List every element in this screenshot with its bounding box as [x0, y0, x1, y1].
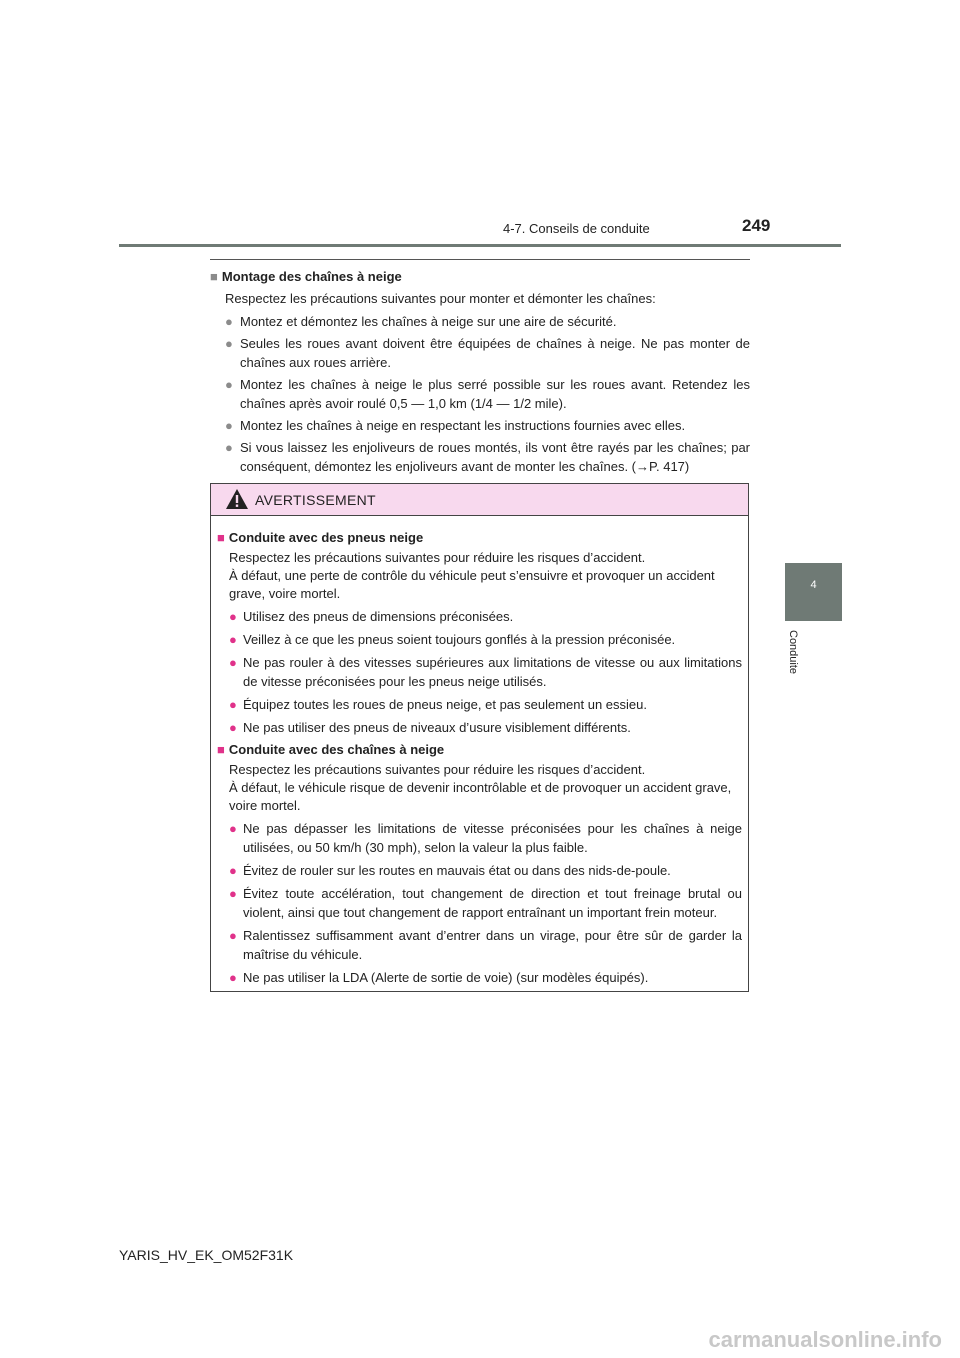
list-item — [217, 884, 742, 922]
list-item — [210, 312, 750, 331]
list-item — [210, 438, 750, 476]
header-rule — [119, 244, 841, 247]
list-item-text: Utilisez des pneus de dimensions préconisées. — [243, 609, 514, 624]
list-item — [217, 607, 742, 626]
snow-tires-title — [217, 529, 742, 547]
warning-heading: AVERTISSEMENT — [255, 492, 376, 508]
circle-bullet-icon: ● — [229, 928, 237, 943]
warning-header — [211, 484, 748, 516]
chains-intro: Respectez les précautions suivantes pour monter et démonter les chaînes: — [225, 291, 656, 306]
list-item — [217, 861, 742, 880]
square-bullet-icon: ■ — [210, 269, 218, 284]
snow-tires-intro-line2: À défaut, une perte de contrôle du véhicule peut s’ensuivre et provoquer un accident grave, voire mortel. — [229, 568, 715, 601]
list-item-text: Ne pas utiliser des pneus de niveaux d’usure visiblement différents. — [243, 720, 631, 735]
warning-box — [210, 483, 749, 992]
page-number: 249 — [742, 216, 771, 235]
circle-bullet-icon: ● — [225, 440, 233, 455]
list-item-text: Ne pas rouler à des vitesses supérieures aux limitations de vitesse ou aux limitations de vitesse préconisées pour les pneus neige utilisés. — [243, 655, 742, 689]
list-item — [217, 926, 742, 964]
square-bullet-icon: ■ — [217, 742, 225, 757]
circle-bullet-icon: ● — [229, 609, 237, 624]
chapter-label: Conduite — [787, 630, 799, 675]
list-item — [217, 630, 742, 649]
main-content — [210, 259, 750, 479]
chains-section-title — [210, 268, 750, 286]
list-item-text: Ne pas utiliser la LDA (Alerte de sortie de voie) (sur modèles équipés). — [243, 970, 649, 985]
circle-bullet-icon: ● — [229, 720, 237, 735]
list-item-text: Montez et démontez les chaînes à neige sur une aire de sécurité. — [240, 314, 617, 329]
list-item — [217, 695, 742, 714]
list-item — [210, 375, 750, 413]
list-item — [217, 718, 742, 737]
chapter-number: 4 — [810, 579, 817, 591]
snow-chains-intro-line1: Respectez les précautions suivantes pour réduire les risques d’accident. — [229, 762, 646, 777]
list-item-text: Évitez de rouler sur les routes en mauvais état ou dans des nids-de-poule. — [243, 863, 671, 878]
list-item-text: Seules les roues avant doivent être équipées de chaînes à neige. Ne pas monter de chaînes aux roues arrière. — [240, 336, 750, 370]
list-item-text: Évitez toute accélération, tout changement de direction et tout freinage brutal ou violent, ainsi que tout changement de rapport entraînant un important frein moteur. — [243, 886, 742, 920]
list-item — [210, 416, 750, 435]
circle-bullet-icon: ● — [225, 377, 233, 392]
list-item-text: Ne pas dépasser les limitations de vitesse préconisées pour les chaînes à neige utilisées, ou 50 km/h (30 mph), selon la valeur la plus faible. — [243, 821, 742, 855]
chapter-label-container — [783, 630, 809, 690]
list-item-text: Veillez à ce que les pneus soient toujours gonflés à la pression préconisée. — [243, 632, 676, 647]
snow-chains-title-text: Conduite avec des chaînes à neige — [228, 742, 445, 757]
warning-triangle-icon — [225, 488, 249, 510]
snow-chains-intro-line2: À défaut, le véhicule risque de devenir incontrôlable et de provoquer un accident grave, voire mortel. — [229, 780, 732, 813]
square-bullet-icon: ■ — [217, 530, 225, 545]
list-item-text: Si vous laissez les enjoliveurs de roues montés, ils vont être rayés par les chaînes; par conséquent, démontez les enjoliveurs avant de monter les chaînes. (→P. 417) — [240, 440, 750, 474]
warning-body — [211, 516, 748, 987]
snow-tires-intro — [217, 549, 742, 603]
circle-bullet-icon: ● — [229, 886, 237, 901]
header-section-title: 4-7. Conseils de conduite — [503, 221, 650, 236]
list-item — [217, 968, 742, 987]
snow-tires-intro-line1: Respectez les précautions suivantes pour réduire les risques d’accident. — [229, 550, 646, 565]
list-item-text: Montez les chaînes à neige le plus serré possible sur les roues avant. Retendez les chaînes après avoir roulé 0,5 — 1,0 km (1/4 — 1/2 mile). — [240, 377, 750, 411]
snow-chains-intro — [217, 761, 742, 815]
circle-bullet-icon: ● — [229, 697, 237, 712]
list-item-text: Équipez toutes les roues de pneus neige, et pas seulement un essieu. — [243, 697, 647, 712]
circle-bullet-icon: ● — [229, 863, 237, 878]
list-item — [217, 653, 742, 691]
snow-chains-title — [217, 741, 742, 759]
watermark: carmanualsonline.info — [708, 1327, 942, 1352]
circle-bullet-icon: ● — [229, 821, 237, 836]
circle-bullet-icon: ● — [229, 970, 237, 985]
circle-bullet-icon: ● — [225, 314, 233, 329]
chains-title-text: Montage des chaînes à neige — [221, 269, 402, 284]
list-item — [217, 819, 742, 857]
list-item — [210, 334, 750, 372]
circle-bullet-icon: ● — [229, 655, 237, 670]
snow-tires-title-text: Conduite avec des pneus neige — [228, 530, 424, 545]
section-top-rule — [210, 259, 750, 260]
circle-bullet-icon: ● — [225, 418, 233, 433]
document-code: YARIS_HV_EK_OM52F31K — [119, 1247, 294, 1263]
chapter-tab — [785, 563, 842, 621]
list-item-text: Ralentissez suffisamment avant d’entrer dans un virage, pour être sûr de garder la maîtrise du véhicule. — [243, 928, 742, 962]
list-item-text: Montez les chaînes à neige en respectant les instructions fournies avec elles. — [240, 418, 686, 433]
circle-bullet-icon: ● — [225, 336, 233, 351]
circle-bullet-icon: ● — [229, 632, 237, 647]
